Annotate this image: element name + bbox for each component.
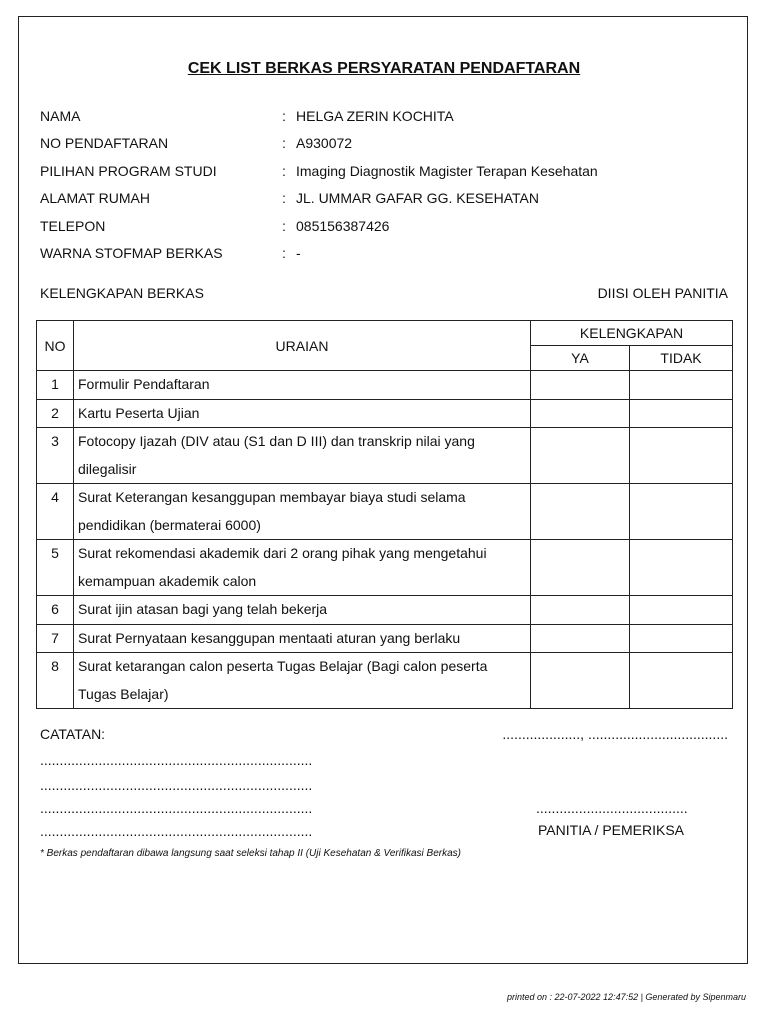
- header-uraian: URAIAN: [74, 321, 531, 371]
- info-label: TELEPON: [40, 218, 106, 234]
- info-colon: :: [282, 163, 286, 179]
- checkbox-tidak: [630, 484, 733, 540]
- catatan-dotted-line: ......................................................................: [40, 777, 313, 793]
- uraian-line: Surat ijin atasan bagi yang telah bekerja: [78, 601, 328, 617]
- info-value: 085156387426: [296, 218, 390, 234]
- panitia-label: PANITIA / PEMERIKSA: [538, 822, 685, 838]
- uraian-line: Surat ketarangan calon peserta Tugas Belajar (Bagi calon peserta: [78, 658, 488, 674]
- uraian-line: pendidikan (bermaterai 6000): [78, 516, 261, 533]
- uraian-line: Kartu Peserta Ujian: [78, 404, 200, 421]
- date-place-line: ...................., ....................................: [502, 726, 728, 742]
- row-number: 5: [37, 540, 74, 596]
- table-row: [37, 540, 733, 596]
- diisi-oleh-label: DIISI OLEH PANITIA: [597, 285, 728, 301]
- checkbox-tidak: [630, 371, 733, 400]
- uraian-line: Surat rekomendasi akademik dari 2 orang pihak yang mengetahui: [78, 545, 487, 561]
- header-no: NO: [37, 321, 74, 371]
- row-uraian: [74, 371, 531, 400]
- header-kelengkapan: KELENGKAPAN: [531, 321, 733, 346]
- uraian-line: kemampuan akademik calon: [78, 572, 257, 589]
- uraian-line: Surat Pernyataan kesanggupan mentaati aturan yang berlaku: [78, 629, 461, 646]
- row-uraian: [74, 653, 531, 709]
- checkbox-ya: [531, 371, 630, 400]
- checkbox-tidak: [630, 428, 733, 484]
- header-tidak: TIDAK: [630, 346, 733, 371]
- row-uraian: [74, 399, 531, 428]
- checkbox-ya: [531, 653, 630, 709]
- info-value: A930072: [296, 135, 353, 151]
- header-ya: YA: [531, 346, 630, 371]
- checkbox-ya: [531, 540, 630, 596]
- table-row: [37, 399, 733, 428]
- info-label: PILIHAN PROGRAM STUDI: [40, 163, 217, 179]
- uraian-line: Surat Keterangan kesanggupan membayar biaya studi selama: [78, 489, 466, 505]
- info-colon: :: [282, 218, 286, 234]
- catatan-label: CATATAN:: [40, 726, 106, 742]
- uraian-line: Formulir Pendaftaran: [78, 376, 210, 392]
- checkbox-tidak: [630, 596, 733, 625]
- table-row: [37, 596, 733, 625]
- row-uraian: [74, 484, 531, 540]
- uraian-line: dilegalisir: [78, 460, 137, 477]
- kelengkapan-berkas-label: KELENGKAPAN BERKAS: [40, 285, 204, 301]
- info-value: JL. UMMAR GAFAR GG. KESEHATAN: [296, 190, 539, 206]
- uraian-line: Fotocopy Ijazah (DIV atau (S1 dan D III) dan transkrip nilai yang: [78, 433, 475, 449]
- info-colon: :: [282, 108, 286, 124]
- checkbox-ya: [531, 624, 630, 653]
- checkbox-ya: [531, 596, 630, 625]
- table-row: [37, 371, 733, 400]
- row-number: 1: [37, 371, 74, 400]
- uraian-line: Tugas Belajar): [78, 685, 169, 702]
- checkbox-ya: [531, 399, 630, 428]
- info-label: ALAMAT RUMAH: [40, 190, 150, 206]
- info-label: NAMA: [40, 108, 81, 124]
- info-colon: :: [282, 245, 286, 261]
- catatan-dotted-line: ......................................................................: [40, 752, 313, 768]
- page-title: CEK LIST BERKAS PERSYARATAN PENDAFTARAN: [187, 60, 581, 77]
- checkbox-tidak: [630, 540, 733, 596]
- row-uraian: [74, 428, 531, 484]
- footnote: * Berkas pendaftaran dibawa langsung saat seleksi tahap II (Uji Kesehatan & Verifikasi Berkas): [40, 848, 461, 859]
- catatan-dotted-line: ......................................................................: [40, 823, 313, 839]
- checkbox-tidak: [630, 624, 733, 653]
- row-number: 4: [37, 484, 74, 540]
- table-row: [37, 624, 733, 653]
- row-number: 7: [37, 624, 74, 653]
- info-value: Imaging Diagnostik Magister Terapan Kesehatan: [296, 163, 598, 179]
- checkbox-ya: [531, 484, 630, 540]
- row-uraian: [74, 596, 531, 625]
- checkbox-ya: [531, 428, 630, 484]
- row-number: 2: [37, 399, 74, 428]
- table-row: [37, 484, 733, 540]
- row-uraian: [74, 624, 531, 653]
- catatan-dotted-line: ......................................................................: [40, 800, 313, 816]
- info-colon: :: [282, 190, 286, 206]
- checkbox-tidak: [630, 399, 733, 428]
- info-label: NO PENDAFTARAN: [40, 135, 169, 151]
- print-footer: printed on : 22-07-2022 12:47:52 | Generated by Sipenmaru: [506, 992, 746, 1002]
- table-row: [37, 653, 733, 709]
- info-value: HELGA ZERIN KOCHITA: [296, 108, 454, 124]
- checkbox-tidak: [630, 653, 733, 709]
- signature-line: .......................................: [536, 800, 688, 816]
- info-colon: :: [282, 135, 286, 151]
- table-row: [37, 428, 733, 484]
- row-number: 3: [37, 428, 74, 484]
- row-number: 6: [37, 596, 74, 625]
- row-uraian: [74, 540, 531, 596]
- checklist-table: [36, 320, 733, 709]
- row-number: 8: [37, 653, 74, 709]
- info-value: -: [296, 245, 301, 261]
- info-label: WARNA STOFMAP BERKAS: [40, 245, 223, 261]
